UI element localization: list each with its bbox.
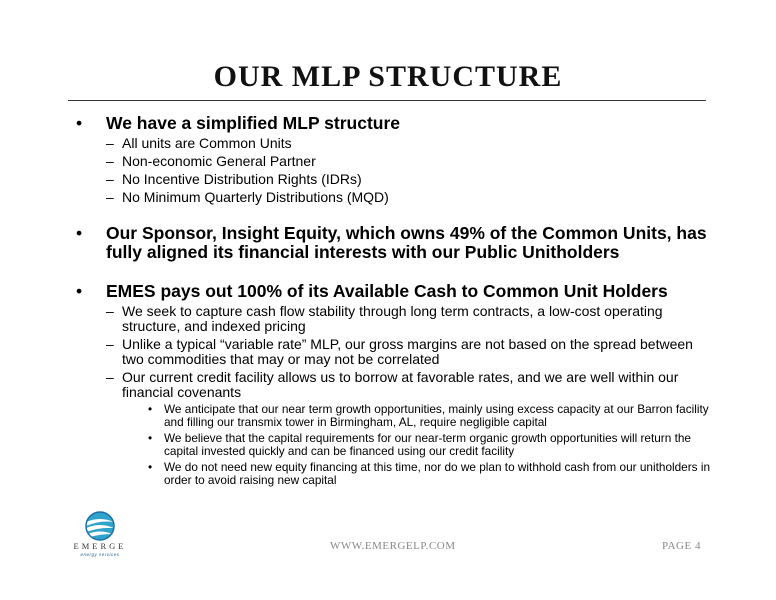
bullet-marker: • <box>148 402 153 416</box>
sub-bullet <box>76 172 716 187</box>
slide-content <box>76 114 716 486</box>
bullet-sponsor <box>76 224 716 262</box>
sub-bullet-text: No Incentive Distribution Rights (IDRs) <box>122 171 362 187</box>
dash-marker: – <box>106 369 114 385</box>
bullet-marker: • <box>148 431 153 445</box>
bullet-marker: • <box>76 281 83 301</box>
dash-marker: – <box>106 336 114 352</box>
bullet-text: Our Sponsor, Insight Equity, which owns 49% of the Common Units, has fully aligned its financial interests with our Public Unitholders <box>106 223 707 262</box>
page-title: OUR MLP STRUCTURE <box>213 60 563 93</box>
dash-marker: – <box>106 303 114 319</box>
sub-bullet <box>76 337 716 367</box>
bullet-available-cash <box>76 282 716 301</box>
dash-marker: – <box>106 189 114 205</box>
logo-wordmark: EMERGE <box>73 541 127 551</box>
bullet-text: We have a simplified MLP structure <box>106 113 401 133</box>
dash-marker: – <box>106 153 114 169</box>
dash-marker: – <box>106 171 114 187</box>
sub-bullet <box>76 190 716 205</box>
sub-bullet <box>76 370 716 400</box>
footer-page-number: PAGE 4 <box>662 540 701 552</box>
sub-bullet <box>76 136 716 151</box>
bullet-marker: • <box>76 113 83 133</box>
sub-sub-bullet-text: We do not need new equity financing at this time, nor do we plan to withhold cash from our unitholders in order to avoid raising new capital <box>164 460 711 487</box>
sub-sub-bullet <box>76 403 716 428</box>
sub-sub-bullet-text: We anticipate that our near term growth opportunities, mainly using excess capacity at our Barron facility and filling our transmix tower in Birmingham, AL, require negligible capital <box>164 402 709 429</box>
sub-bullet-text: All units are Common Units <box>122 135 292 151</box>
bullet-text: EMES pays out 100% of its Available Cash to Common Unit Holders <box>106 281 668 301</box>
sub-bullet <box>76 154 716 169</box>
sub-bullet <box>76 304 716 334</box>
title-divider <box>68 100 706 101</box>
sub-sub-bullet <box>76 432 716 457</box>
sub-sub-bullet <box>76 461 716 486</box>
sub-bullet-text: Non-economic General Partner <box>122 153 316 169</box>
sub-bullet-text: No Minimum Quarterly Distributions (MQD) <box>122 189 389 205</box>
sub-sub-bullet-text: We believe that the capital requirements for our near-term organic growth opportunities will return the capital invested quickly and can be financed using our credit facility <box>164 431 691 458</box>
bullet-marker: • <box>76 223 83 243</box>
sub-bullet-text: Unlike a typical “variable rate” MLP, our gross margins are not based on the spread between two commodities that may or may not be correlated <box>122 336 693 367</box>
dash-marker: – <box>106 135 114 151</box>
footer-website: WWW.EMERGELP.COM <box>330 540 456 552</box>
sub-bullet-text: We seek to capture cash flow stability through long term contracts, a low-cost operating structure, and indexed pricing <box>122 303 663 334</box>
emerge-logo-icon <box>68 508 140 572</box>
bullet-marker: • <box>148 460 153 474</box>
sub-bullet-text: Our current credit facility allows us to borrow at favorable rates, and we are well within our financial covenants <box>122 369 679 400</box>
bullet-simplified-structure <box>76 114 716 133</box>
logo-tagline: energy services <box>80 552 120 557</box>
